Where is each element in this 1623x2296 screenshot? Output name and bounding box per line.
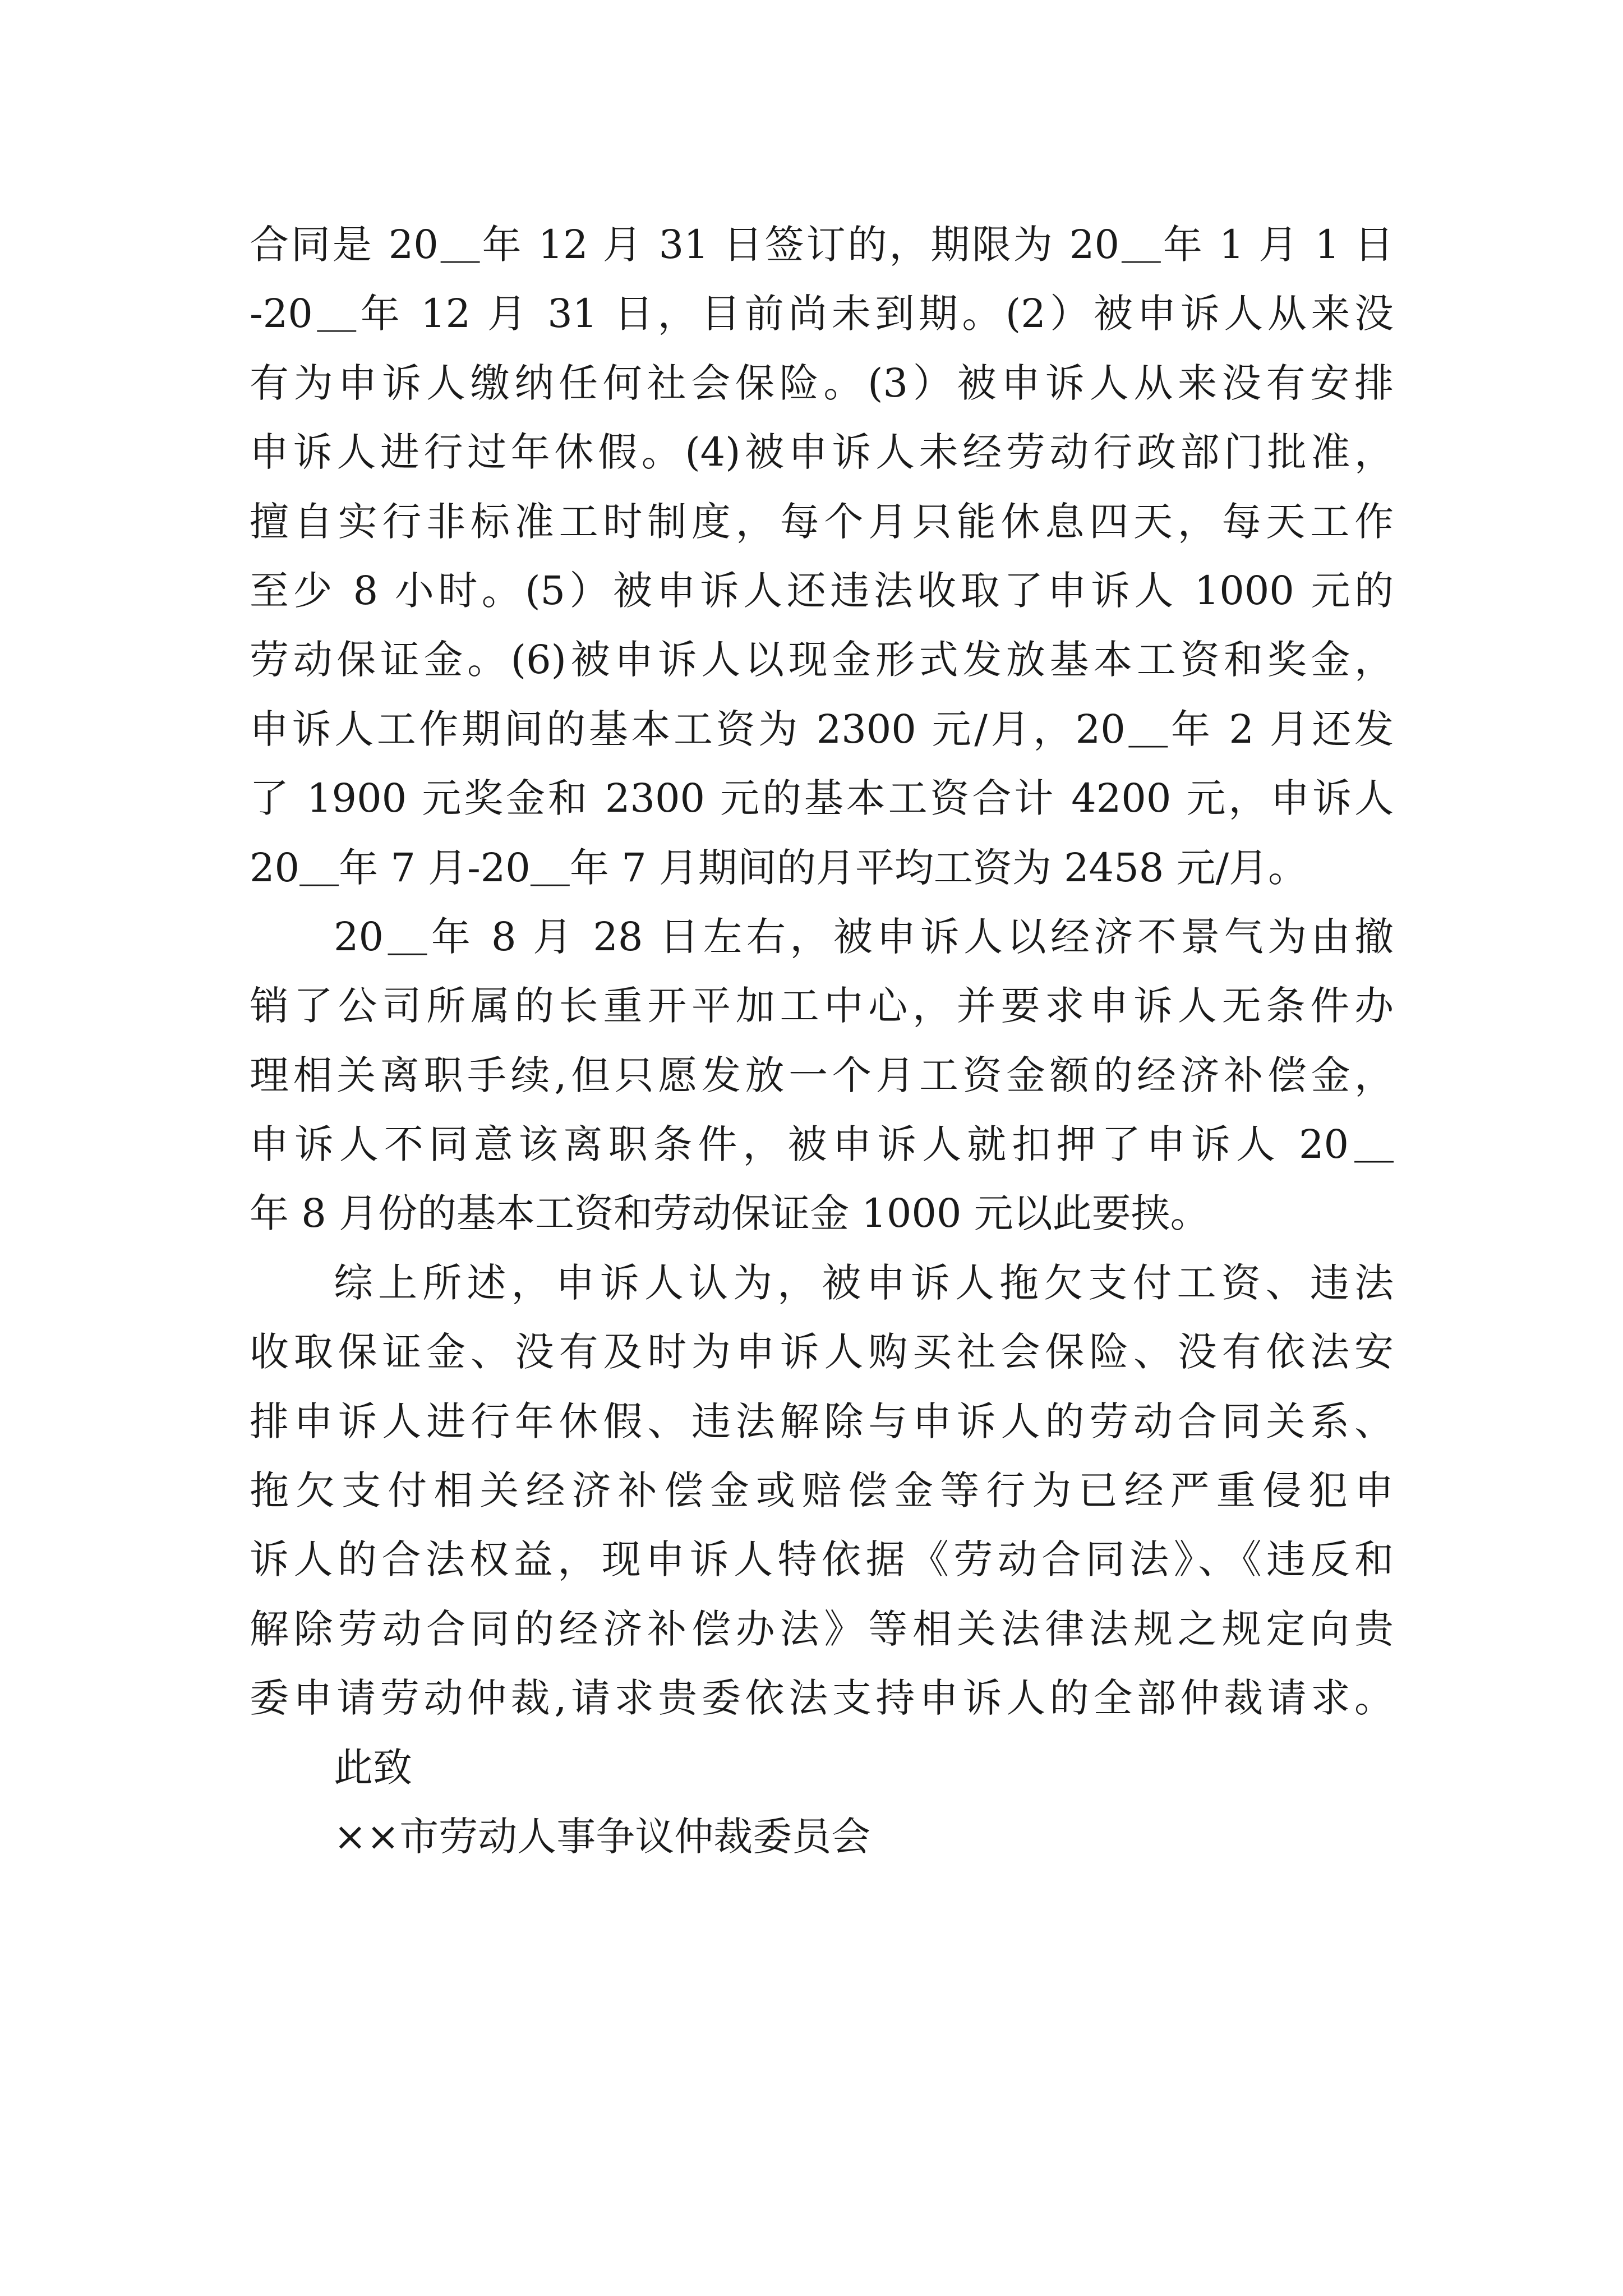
text-line: 申诉人进行过年休假。(4)被申诉人未经劳动行政部门批准，: [250, 429, 1394, 476]
text-line: 20＿年 8 月 28 日左右，被申诉人以经济不景气为由撤: [334, 913, 1394, 960]
text-line: 解除劳动合同的经济补偿办法》等相关法律法规之规定向贵: [250, 1605, 1394, 1652]
text-line: 劳动保证金。(6)被申诉人以现金形式发放基本工资和奖金，: [250, 637, 1394, 683]
text-line: 合同是 20＿年 12 月 31 日签订的，期限为 20＿年 1 月 1 日: [250, 222, 1394, 268]
text-line: 委申请劳动仲裁,请求贵委依法支持申诉人的全部仲裁请求。: [250, 1675, 1394, 1722]
paragraph-3: [250, 1249, 1394, 1733]
recipient: ××市劳动人事争议仲裁委员会: [334, 1813, 871, 1860]
paragraph-2: [250, 903, 1394, 1249]
text-line: 排申诉人进行年休假、违法解除与申诉人的劳动合同关系、: [250, 1398, 1394, 1444]
text-line: 有为申诉人缴纳任何社会保险。(3）被申诉人从来没有安排: [250, 360, 1394, 406]
paragraph-1: [250, 210, 1394, 903]
text-line: 拖欠支付相关经济补偿金或赔偿金等行为已经严重侵犯申: [250, 1467, 1394, 1514]
document-body: [250, 210, 1394, 1871]
text-line: 收取保证金、没有及时为申诉人购买社会保险、没有依法安: [250, 1329, 1394, 1375]
text-line: -20＿年 12 月 31 日，目前尚未到期。(2）被申诉人从来没: [250, 291, 1394, 337]
text-line: 年 8 月份的基本工资和劳动保证金 1000 元以此要挟。: [250, 1190, 1210, 1237]
text-line: 擅自实行非标准工时制度，每个月只能休息四天，每天工作: [250, 498, 1394, 545]
text-line: 了 1900 元奖金和 2300 元的基本工资合计 4200 元，申诉人: [250, 775, 1394, 822]
closing: [250, 1733, 1394, 1872]
text-line: 理相关离职手续,但只愿发放一个月工资金额的经济补偿金，: [250, 1052, 1394, 1098]
salutation: 此致: [334, 1744, 412, 1791]
text-line: 综上所述，申诉人认为，被申诉人拖欠支付工资、违法: [334, 1259, 1394, 1306]
text-line: 申诉人工作期间的基本工资为 2300 元/月，20＿年 2 月还发: [250, 706, 1394, 752]
text-line: 销了公司所属的长重开平加工中心，并要求申诉人无条件办: [250, 983, 1394, 1029]
text-line: 至少 8 小时。(5）被申诉人还违法收取了申诉人 1000 元的: [250, 567, 1394, 614]
text-line: 20＿年 7 月-20＿年 7 月期间的月平均工资为 2458 元/月。: [250, 844, 1308, 891]
text-line: 诉人的合法权益，现申诉人特依据《劳动合同法》、《违反和: [250, 1536, 1394, 1583]
text-line: 申诉人不同意该离职条件，被申诉人就扣押了申诉人 20＿: [250, 1121, 1394, 1168]
